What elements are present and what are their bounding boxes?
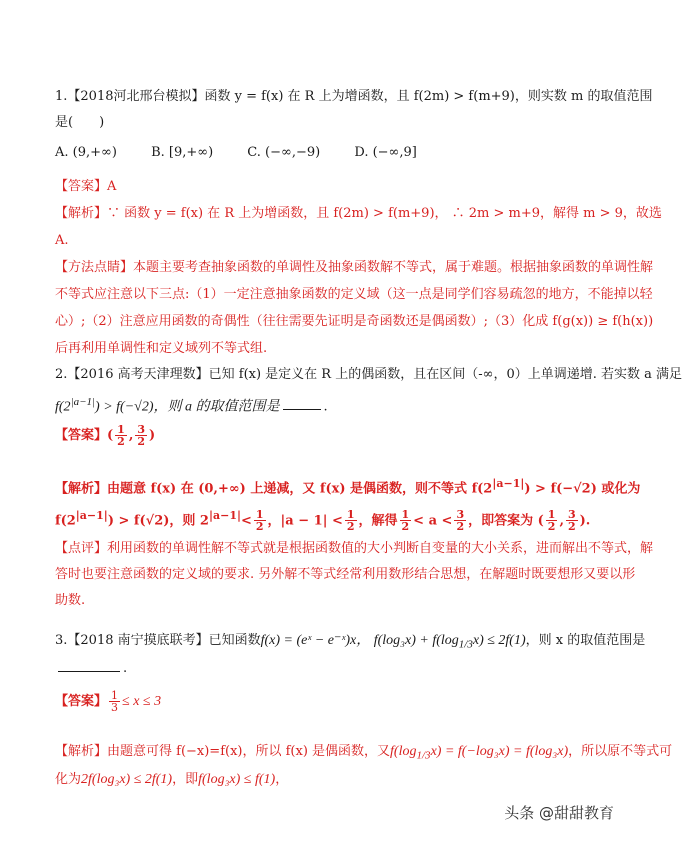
q1-options	[55, 144, 600, 162]
q1-stem-line2	[55, 114, 600, 132]
q3-analysis-line1: 【解析】由题意可得 f(−x)=f(x)，所以 f(x) 是偶函数，又$f(\log_{1/3}x) = f(-\log_3x) = f(\log_3x)$，所以原不等式可	[55, 744, 673, 762]
q2-comment-line2: 答时也要注意函数的定义域的要求. 另外解不等式经常利用数形结合思想，在解题时既要想形又要以形	[55, 567, 636, 582]
q2-answer-blank	[283, 408, 321, 410]
q1-option-a: A. (9,+∞)	[55, 145, 117, 160]
q2-comment-line1: 【点评】利用函数的单调性解不等式就是根据函数值的大小判断自变量的大小关系，进而解出不等式，解	[55, 541, 654, 556]
q1-tip-line2: 不等式应注意以下三点:（1）一定注意抽象函数的定义域（这一点是同学们容易疏忽的地方，不能掉以轻	[55, 287, 653, 302]
q3-answer-blank	[58, 670, 120, 672]
q1-stem-suffix: )	[99, 115, 105, 130]
q2-comment-line3: 助数.	[55, 593, 86, 608]
q1-tip-line1: 【方法点睛】本题主要考查抽象函数的单调性及抽象函数解不等式，属于难题。根据抽象函数的单调性解	[55, 260, 654, 275]
q3-stem-line2: .	[55, 660, 600, 678]
q3-answer: 【答案】 $\frac{1}{3}$ ≤ x ≤ 3	[55, 689, 162, 714]
q1-stem-prefix: 是(	[55, 115, 74, 130]
q3-function: f(x) = (eˣ − e⁻ˣ)x	[260, 633, 357, 648]
q1-option-c: C. (−∞,−9)	[247, 145, 321, 160]
q3-answer-frac: $\frac{1}{3}$	[111, 689, 119, 714]
watermark-text: 头条 @甜甜教育	[504, 804, 614, 822]
q1-option-d: D. (−∞,9]	[354, 145, 417, 160]
q2-analysis-line1: 【解析】由题意 f(x) 在 (0,+∞) 上递减，又 f(x) 是偶函数，则不等式 $f(2^{|a-1|}) > f(-√2)$ 或化为	[55, 477, 641, 497]
q2-answer: 【答案】( $\frac{1}{2}$ , $\frac{3}{2}$ )	[55, 423, 156, 448]
q2-analysis-line2: $f(2^{|a-1|}) > f(√2)$，则 $2^{|a-1|}<$ $\frac{1}{2}$ ，|a − 1| < $\frac{1}{2}$ ，解得 $\frac{1}{2}$ < a < $\frac{3}{2}$ ，即答案为 ( $\frac{1}{2}$ , $\frac{3}{2}$ ).	[55, 508, 591, 534]
q2-stem-line2: $f(2^{|a-1|}) > f(-√2)$，则 a 的取值范围是 .	[55, 396, 328, 415]
q1-tip-line3: 心）;（2）注意应用函数的奇偶性（往往需要先证明是奇函数还是偶函数）;（3）化成 f(g(x)) ≥ f(h(x))	[55, 314, 654, 329]
q1-answer: 【答案】A	[55, 179, 117, 194]
q2-answer-frac1: $\frac{1}{2}$	[117, 423, 125, 448]
q1-tip-line4: 后再利用单调性和定义域列不等式组.	[55, 341, 268, 356]
q1-option-b: B. [9,+∞)	[151, 145, 214, 160]
q1-analysis-line1: 【解析】∵ 函数 y = f(x) 在 R 上为增函数，且 f(2m) > f(m+9)， ∴ 2m > m+9，解得 m > 9，故选	[55, 206, 662, 221]
q3-analysis-line2: 化为2f(log₃x) ≤ 2f(1)，即f(log₃x) ≤ f(1)，	[55, 772, 289, 787]
q3-stem-line1: 3.【2018 南宁摸底联考】已知函数f(x) = (eˣ − e⁻ˣ)x， $f(\log_3x) + f(\log_{1/3}x) \le 2f(1)$，则 x 的取值范围是	[55, 633, 646, 651]
q1-analysis-line2: A.	[55, 233, 69, 248]
q2-stem-line1: 2.【2016 高考天津理数】已知 f(x) 是定义在 R 上的偶函数，且在区间（-∞，0）上单调递增. 若实数 a 满足	[55, 367, 682, 382]
q2-answer-frac2: $\frac{3}{2}$	[137, 423, 146, 448]
q1-stem-line1: 1.【2018河北邢台模拟】函数 y = f(x) 在 R 上为增函数，且 f(2m) > f(m+9)，则实数 m 的取值范围	[55, 89, 653, 104]
